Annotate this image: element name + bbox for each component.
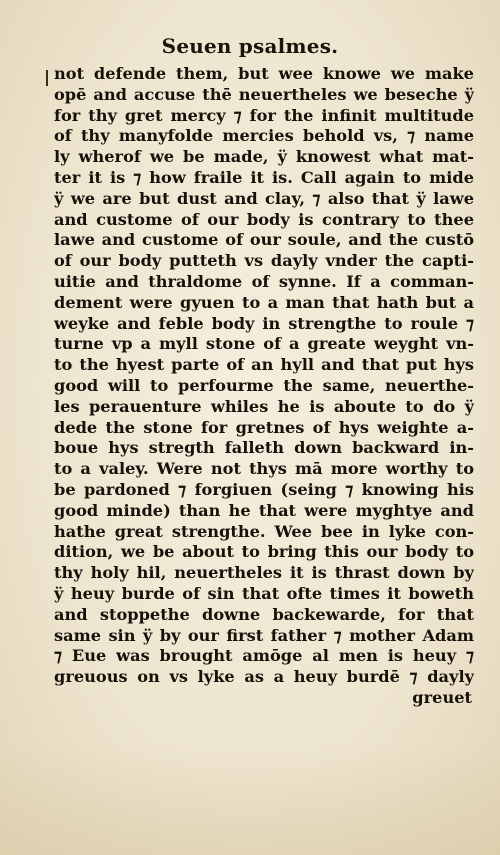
- text-line: lawe and custome of our soule, and the custō: [54, 230, 474, 250]
- text-line: dement were gyuen to a man that hath but a: [54, 292, 474, 312]
- text-line: opē and accuse thē neuertheles we beseche ÿ: [54, 84, 474, 104]
- running-head: Seuen psalmes.: [161, 34, 339, 58]
- text-line: hathe great strengthe. Wee bee in lyke con-: [54, 521, 474, 541]
- text-line: good minde) than he that were myghtye and: [54, 500, 474, 520]
- text-line: for thy gret mercy ⁊ for the infinit multitude: [54, 105, 474, 125]
- text-line: ÿ heuy burde of sin that ofte times it boweth: [54, 583, 474, 603]
- text-line: to the hyest parte of an hyll and that put hys: [54, 355, 474, 375]
- text-line: of our body putteth vs dayly vnder the capti-: [54, 251, 474, 271]
- text-line: ter it is ⁊ how fraile it is. Call again to mide: [54, 167, 474, 187]
- text-line: turne vp a myll stone of a greate weyght vn-: [54, 334, 474, 354]
- text-line: good will to perfourme the same, neuerthe-: [54, 375, 474, 395]
- text-line: and custome of our body is contrary to thee: [54, 209, 474, 229]
- text-line: and stoppethe downe backewarde, for that: [54, 604, 474, 624]
- text-line: dede the stone for gretnes of hys weighte a-: [54, 417, 474, 437]
- text-line: les perauenture whiles he is aboute to do ÿ: [54, 396, 474, 416]
- text-line: weyke and feble body in strengthe to roule ⁊: [54, 313, 474, 333]
- text-line: ly wherof we be made, ÿ knowest what mat-: [54, 147, 474, 167]
- text-line: same sin ÿ by our first father ⁊ mother Adam: [54, 625, 474, 645]
- catchword: greuet: [412, 687, 472, 707]
- text-line: uitie and thraldome of synne. If a comman-: [54, 271, 474, 291]
- text-line: to a valey. Were not thys mā more worthy to: [54, 459, 474, 479]
- text-bracket-mark: [46, 70, 48, 86]
- text-line: greuous on vs lyke as a heuy burdē ⁊ dayly: [54, 667, 474, 687]
- text-line: not defende them, but wee knowe we make: [54, 64, 474, 83]
- text-line: of thy manyfolde mercies behold vs, ⁊ name: [54, 126, 474, 146]
- body-text: [54, 64, 474, 709]
- text-line: dition, we be about to bring this our body to: [54, 542, 474, 562]
- text-line: ÿ we are but dust and clay, ⁊ also that ÿ lawe: [54, 188, 474, 208]
- text-line: thy holy hil, neuertheles it is thrast down by: [54, 563, 474, 583]
- text-line: boue hys stregth falleth down backward in-: [54, 438, 474, 458]
- text-line: ⁊ Eue was brought amōge al men is heuy ⁊: [54, 646, 474, 666]
- text-line: be pardoned ⁊ forgiuen (seing ⁊ knowing his: [54, 479, 474, 499]
